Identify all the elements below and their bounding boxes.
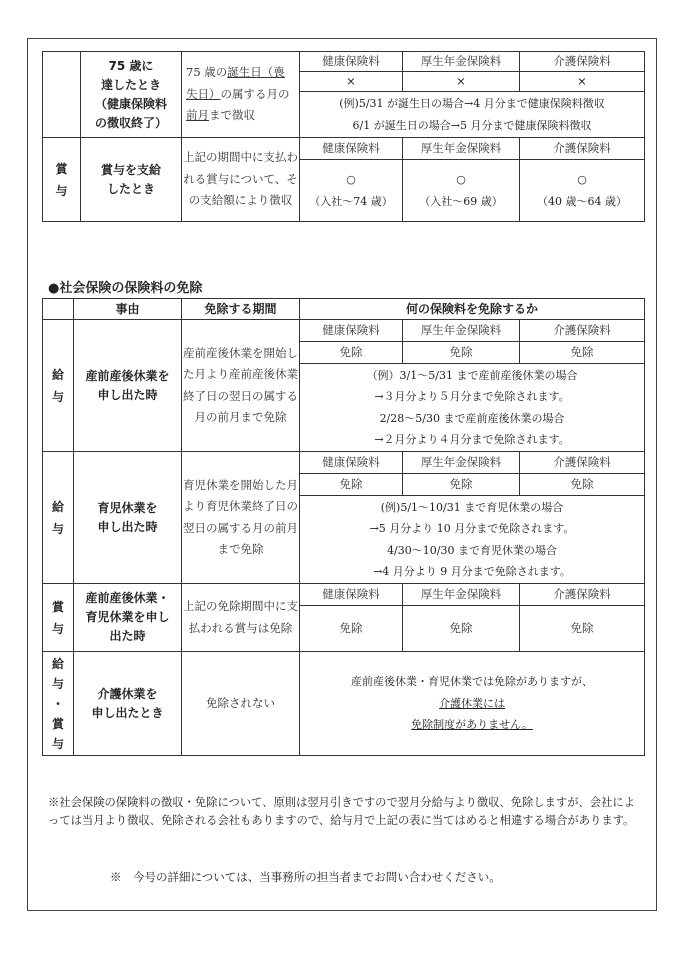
bonus-care: ○ （40 歳～64 歳） bbox=[520, 160, 645, 222]
header-care: 介護保険料 bbox=[520, 452, 645, 474]
exempt-pension: 免除 bbox=[403, 474, 520, 496]
exempt-care: 免除 bbox=[520, 474, 645, 496]
header-blank bbox=[43, 299, 74, 320]
collection-table bbox=[42, 51, 645, 222]
bonus-exempt-period: 上記の免除期間中に支払われる賞与は免除 bbox=[182, 584, 300, 652]
row-75-period: 75 歳の誕生日（喪失日）の属する月の前月まで徴収 bbox=[182, 52, 300, 138]
header-care: 介護保険料 bbox=[520, 584, 645, 606]
header-care: 介護保険料 bbox=[520, 138, 645, 160]
maternity-label: 産前産後休業を 申し出た時 bbox=[74, 320, 182, 452]
header-pension: 厚生年金保険料 bbox=[403, 320, 520, 342]
section-title-exemption: ●社会保険の保険料の免除 bbox=[48, 281, 203, 296]
row-75-example: (例)5/31 が誕生日の場合→4 月分まで健康保険料徴収 6/1 が誕生日の場合→5 月分まで健康保険料徴収 bbox=[300, 92, 645, 138]
footnote: ※社会保険の保険料の徴収・免除について、原則は翌月引きですので翌月分給与より徴収、免除しますが、会社によっては当月より徴収、免除される会社もありますので、給与月で上記の表に当てはめると相違する場合があります。 bbox=[48, 796, 635, 827]
header-pension: 厚生年金保険料 bbox=[403, 138, 520, 160]
header-health: 健康保険料 bbox=[300, 452, 403, 474]
childcare-vertical-label: 給 与 bbox=[43, 452, 74, 584]
exempt-pension: 免除 bbox=[403, 342, 520, 364]
header-reason: 事由 bbox=[74, 299, 182, 320]
header-which: 何の保険料を免除するか bbox=[300, 299, 645, 320]
care-leave-vertical-label: 給 与 ・ 賞 与 bbox=[43, 652, 74, 756]
care-leave-period: 免除されない bbox=[182, 652, 300, 756]
mark-health: × bbox=[300, 72, 403, 92]
care-leave-label: 介護休業を 申し出たとき bbox=[74, 652, 182, 756]
header-pension: 厚生年金保険料 bbox=[403, 52, 520, 72]
exempt-health: 免除 bbox=[300, 606, 403, 652]
header-health: 健康保険料 bbox=[300, 138, 403, 160]
childcare-label: 育児休業を 申し出た時 bbox=[74, 452, 182, 584]
exempt-care: 免除 bbox=[520, 606, 645, 652]
mark-pension: × bbox=[403, 72, 520, 92]
header-health: 健康保険料 bbox=[300, 320, 403, 342]
maternity-vertical-label: 給 与 bbox=[43, 320, 74, 452]
header-pension: 厚生年金保険料 bbox=[403, 584, 520, 606]
exempt-pension: 免除 bbox=[403, 606, 520, 652]
bonus-health: ○ （入社～74 歳） bbox=[300, 160, 403, 222]
row-75-label: 75 歳に 達したとき （健康保険料 の徴収終了） bbox=[81, 52, 182, 138]
maternity-example: （例）3/1～5/31 まで産前産後休業の場合 →３月分より５月分まで免除されます。 2/28～5/30 まで産前産後休業の場合 →２月分より４月分まで免除されます。 bbox=[300, 364, 645, 452]
header-health: 健康保険料 bbox=[300, 52, 403, 72]
exemption-table bbox=[42, 298, 645, 756]
exempt-care: 免除 bbox=[520, 342, 645, 364]
contact-note: ※ 今号の詳細については、当事務所の担当者までお問い合わせください。 bbox=[110, 870, 501, 884]
bonus-vertical-label: 賞 与 bbox=[43, 138, 81, 222]
exempt-health: 免除 bbox=[300, 474, 403, 496]
header-care: 介護保険料 bbox=[520, 320, 645, 342]
header-period: 免除する期間 bbox=[182, 299, 300, 320]
header-care: 介護保険料 bbox=[520, 52, 645, 72]
bonus-pension: ○ （入社～69 歳） bbox=[403, 160, 520, 222]
care-leave-note: 産前産後休業・育児休業では免除がありますが、 介護休業には 免除制度がありません。 bbox=[300, 652, 645, 756]
bonus-exempt-vertical-label: 賞 与 bbox=[43, 584, 74, 652]
childcare-example: (例)5/1～10/31 まで育児休業の場合 →5 月分より 10 月分まで免除されます。 4/30～10/30 まで育児休業の場合 →4 月分より 9 月分まで免除されます。 bbox=[300, 496, 645, 584]
exempt-health: 免除 bbox=[300, 342, 403, 364]
childcare-period: 育児休業を開始した月より育児休業終了日の翌日の属する月の前月まで免除 bbox=[182, 452, 300, 584]
blank-cell bbox=[43, 52, 81, 138]
bonus-exempt-label: 産前産後休業・ 育児休業を申し 出た時 bbox=[74, 584, 182, 652]
header-pension: 厚生年金保険料 bbox=[403, 452, 520, 474]
bonus-period: 上記の期間中に支払われる賞与について、その支給額により徴収 bbox=[182, 138, 300, 222]
mark-care: × bbox=[520, 72, 645, 92]
header-health: 健康保険料 bbox=[300, 584, 403, 606]
maternity-period: 産前産後休業を開始した月より産前産後休業終了日の翌日の属する月の前月まで免除 bbox=[182, 320, 300, 452]
bonus-label: 賞与を支給 したとき bbox=[81, 138, 182, 222]
